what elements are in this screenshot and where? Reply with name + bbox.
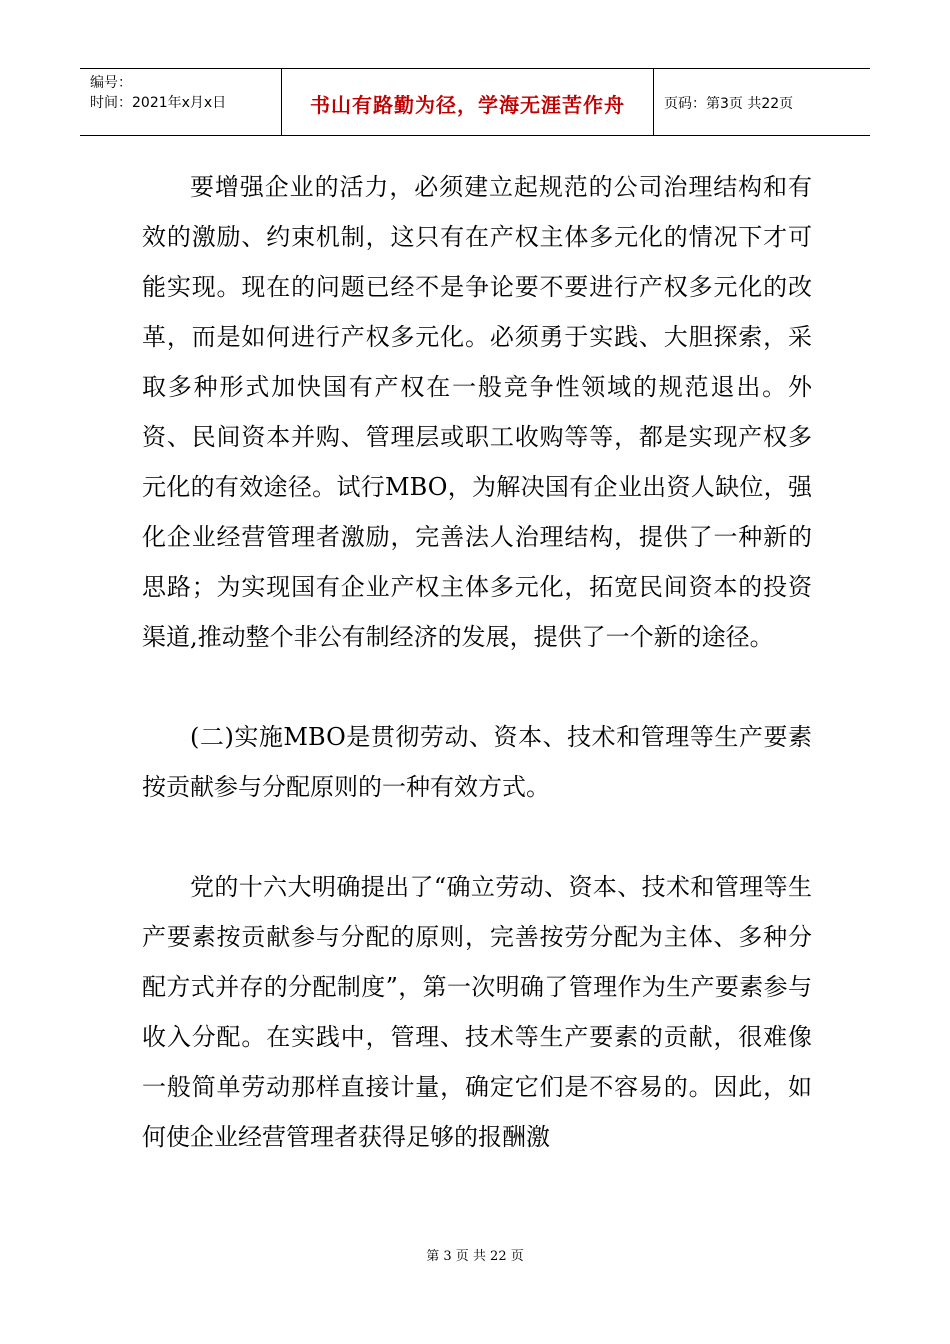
page-footer: 第 3 页 共 22 页 — [426, 1249, 524, 1264]
paragraph-3: 党的十六大明确提出了“确立劳动、资本、技术和管理等生产要素按贡献参与分配的原则，完善按劳分配为主体、多种分配方式并存的分配制度”，第一次明确了管理作为生产要素参与收入分配。在实践中，管理、技术等生产要素的贡献，很难像一般简单劳动那样直接计量，确定它们是不容易的。因此，如何使企业经营管理者获得足够的报酬激 — [142, 873, 812, 1151]
section-heading-2: (二)实施MBO是贯彻劳动、资本、技术和管理等生产要素按贡献参与分配原则的一种有效方式。 — [142, 723, 812, 801]
header-motto: 书山有路勤为径，学海无涯苦作舟 — [282, 69, 654, 135]
page-header — [80, 68, 870, 136]
document-date: 时间：2021年x月x日 — [90, 95, 227, 111]
paragraph-1: 要增强企业的活力，必须建立起规范的公司治理结构和有效的激励、约束机制，这只有在产权主体多元化的情况下才可能实现。现在的问题已经不是争论要不要进行产权多元化的改革，而是如何进行产权多元化。必须勇于实践、大胆探索，采取多种形式加快国有产权在一般竞争性领域的规范退出。外资、民间资本并购、管理层或职工收购等等，都是实现产权多元化的有效途径。试行MBO，为解决国有企业出资人缺位，强化企业经营管理者激励，完善法人治理结构，提供了一种新的思路；为实现国有企业产权主体多元化，拓宽民间资本的投资渠道,推动整个非公有制经济的发展，提供了一个新的途径。 — [142, 173, 812, 651]
paragraph-spacer — [142, 662, 812, 712]
header-page-info: 页码：第3页 共22页 — [664, 96, 794, 112]
document-number-label: 编号： — [90, 75, 132, 91]
paragraph-spacer — [142, 812, 812, 862]
document-body — [142, 162, 812, 1162]
header-meta — [80, 69, 282, 135]
